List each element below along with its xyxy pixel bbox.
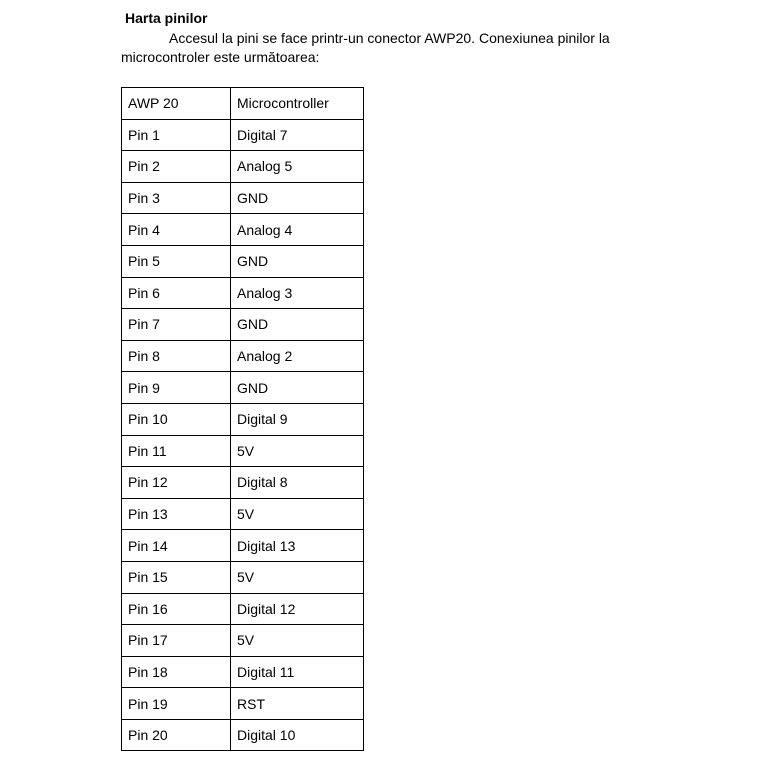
awp20-pin-cell: Pin 7 xyxy=(122,309,231,341)
microcontroller-pin-cell: Digital 13 xyxy=(231,530,364,562)
awp20-pin-cell: Pin 13 xyxy=(122,498,231,530)
table-row xyxy=(122,593,364,625)
awp20-pin-cell: Pin 1 xyxy=(122,119,231,151)
table-header-row xyxy=(122,88,364,120)
microcontroller-pin-cell: 5V xyxy=(231,498,364,530)
table-row xyxy=(122,340,364,372)
microcontroller-pin-cell: 5V xyxy=(231,435,364,467)
microcontroller-pin-cell: Analog 4 xyxy=(231,214,364,246)
awp20-pin-cell: Pin 2 xyxy=(122,151,231,183)
table-row xyxy=(122,561,364,593)
table-row xyxy=(122,151,364,183)
microcontroller-pin-cell: Digital 11 xyxy=(231,656,364,688)
table-row xyxy=(122,625,364,657)
microcontroller-pin-cell: GND xyxy=(231,182,364,214)
table-row xyxy=(122,277,364,309)
awp20-pin-cell: Pin 6 xyxy=(122,277,231,309)
awp20-pin-cell: Pin 9 xyxy=(122,372,231,404)
microcontroller-pin-cell: Digital 8 xyxy=(231,467,364,499)
awp20-pin-cell: Pin 12 xyxy=(122,467,231,499)
section-heading: Harta pinilor xyxy=(125,10,208,26)
table-row xyxy=(122,372,364,404)
column-header-awp20: AWP 20 xyxy=(122,88,231,120)
awp20-pin-cell: Pin 17 xyxy=(122,625,231,657)
microcontroller-pin-cell: 5V xyxy=(231,625,364,657)
microcontroller-pin-cell: Digital 10 xyxy=(231,719,364,751)
awp20-pin-cell: Pin 11 xyxy=(122,435,231,467)
awp20-pin-cell: Pin 18 xyxy=(122,656,231,688)
microcontroller-pin-cell: RST xyxy=(231,688,364,720)
table-row xyxy=(122,688,364,720)
awp20-pin-cell: Pin 16 xyxy=(122,593,231,625)
table-row xyxy=(122,435,364,467)
microcontroller-pin-cell: GND xyxy=(231,245,364,277)
intro-paragraph: Accesul la pini se face printr-un conector AWP20. Conexiunea pinilor la microcontroler este următoarea: xyxy=(121,30,610,65)
awp20-pin-cell: Pin 4 xyxy=(122,214,231,246)
table-row xyxy=(122,530,364,562)
table-row xyxy=(122,214,364,246)
awp20-pin-cell: Pin 5 xyxy=(122,245,231,277)
microcontroller-pin-cell: Analog 3 xyxy=(231,277,364,309)
awp20-pin-cell: Pin 14 xyxy=(122,530,231,562)
awp20-pin-cell: Pin 15 xyxy=(122,561,231,593)
table-row xyxy=(122,119,364,151)
awp20-pin-cell: Pin 20 xyxy=(122,719,231,751)
table-row xyxy=(122,656,364,688)
microcontroller-pin-cell: Digital 9 xyxy=(231,403,364,435)
microcontroller-pin-cell: Analog 5 xyxy=(231,151,364,183)
microcontroller-pin-cell: GND xyxy=(231,372,364,404)
pin-map-table xyxy=(121,87,364,751)
microcontroller-pin-cell: Digital 12 xyxy=(231,593,364,625)
microcontroller-pin-cell: 5V xyxy=(231,561,364,593)
column-header-microcontroller: Microcontroller xyxy=(231,88,364,120)
awp20-pin-cell: Pin 19 xyxy=(122,688,231,720)
awp20-pin-cell: Pin 10 xyxy=(122,403,231,435)
table-row xyxy=(122,182,364,214)
awp20-pin-cell: Pin 3 xyxy=(122,182,231,214)
table-row xyxy=(122,403,364,435)
microcontroller-pin-cell: GND xyxy=(231,309,364,341)
awp20-pin-cell: Pin 8 xyxy=(122,340,231,372)
table-row xyxy=(122,719,364,751)
table-row xyxy=(122,498,364,530)
microcontroller-pin-cell: Analog 2 xyxy=(231,340,364,372)
microcontroller-pin-cell: Digital 7 xyxy=(231,119,364,151)
table-row xyxy=(122,245,364,277)
table-row xyxy=(122,309,364,341)
table-row xyxy=(122,467,364,499)
